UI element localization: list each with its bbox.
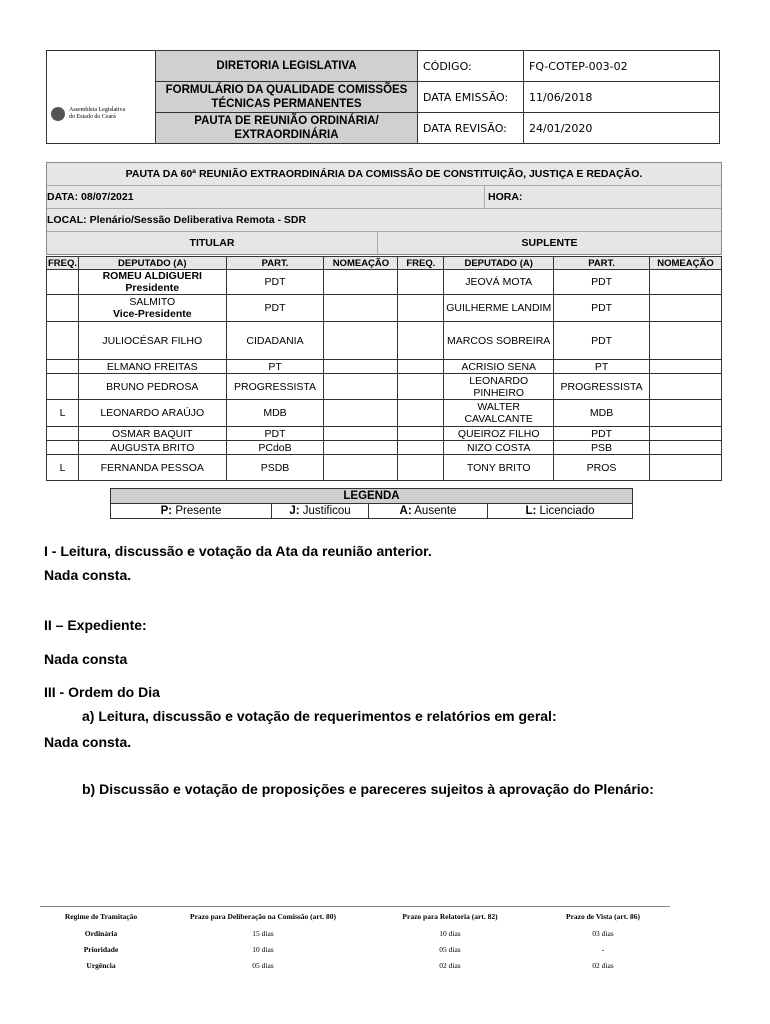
header-code-value: FQ-COTEP-003-02	[524, 51, 720, 82]
freq-cell	[47, 374, 79, 400]
col-nomeacao-suplente: NOMEAÇÃO	[650, 257, 722, 270]
freq-suplente-cell	[398, 374, 444, 400]
titular-name: ELMANO FREITAS	[78, 360, 226, 374]
deadline-cell: 10 dias	[439, 928, 461, 938]
table-row	[47, 270, 722, 295]
freq-suplente-cell	[398, 427, 444, 441]
legend-item: J: Justificou	[272, 504, 369, 519]
deadline-header: Prazo para Deliberação na Comissão (art. 80)	[189, 911, 336, 921]
section-1-text: Nada consta.	[44, 567, 132, 583]
table-row	[40, 925, 670, 941]
deadline-cell: 05 dias	[439, 944, 461, 954]
col-part: PART.	[226, 257, 324, 270]
titular-header: TITULAR	[47, 232, 378, 254]
freq-cell	[47, 441, 79, 455]
section-3a-heading: a) Leitura, discussão e votação de requerimentos e relatórios em geral:	[82, 708, 557, 724]
suplente-header: SUPLENTE	[521, 237, 578, 249]
col-deputado: DEPUTADO (A)	[78, 257, 226, 270]
pauta-date-row	[47, 186, 721, 209]
col-freq-suplente: FREQ.	[398, 257, 444, 270]
table-row	[47, 427, 722, 441]
freq-cell	[47, 270, 79, 295]
col-part-suplente: PART.	[554, 257, 650, 270]
nomeacao-suplente-cell	[650, 441, 722, 455]
deadline-cell: 05 dias	[252, 960, 274, 970]
nomeacao-suplente-cell	[650, 270, 722, 295]
pauta-hour: HORA:	[488, 191, 523, 203]
titular-party: CIDADANIA	[226, 322, 324, 360]
suplente-name: WALTER CAVALCANTE	[444, 400, 554, 427]
col-nomeacao: NOMEAÇÃO	[324, 257, 398, 270]
col-deputado-suplente: DEPUTADO (A)	[444, 257, 554, 270]
header-revision-label: DATA REVISÃO:	[418, 113, 524, 144]
table-row	[47, 295, 722, 322]
table-row	[47, 374, 722, 400]
suplente-party: PDT	[554, 270, 650, 295]
header-emission-value: 11/06/2018	[524, 82, 720, 113]
nomeacao-cell	[324, 441, 398, 455]
table-row	[47, 441, 722, 455]
freq-cell	[47, 360, 79, 374]
deadline-cell: -	[601, 944, 605, 954]
suplente-name: TONY BRITO	[444, 455, 554, 481]
section-2-text: Nada consta	[44, 651, 128, 667]
deadline-cell: Urgência	[86, 960, 116, 970]
titular-role: Vice-Presidente	[112, 308, 192, 320]
freq-cell	[47, 322, 79, 360]
freq-cell	[47, 427, 79, 441]
org-line1: Assembleia Legislativa	[69, 107, 126, 113]
deadline-cell: 03 dias	[592, 928, 614, 938]
freq-suplente-cell	[398, 270, 444, 295]
suplente-name: LEONARDO PINHEIRO	[444, 374, 554, 400]
legend-title: LEGENDA	[111, 489, 633, 504]
nomeacao-cell	[324, 322, 398, 360]
header-title-1: DIRETORIA LEGISLATIVA	[156, 51, 418, 82]
nomeacao-cell	[324, 374, 398, 400]
deadline-cell: Ordinária	[84, 928, 118, 938]
col-freq: FREQ.	[47, 257, 77, 269]
titular-party: PDT	[226, 427, 324, 441]
legend-item: P: Presente	[111, 504, 272, 519]
titular-name: LEONARDO ARAÚJO	[78, 400, 226, 427]
titular-name: JULIOCÉSAR FILHO	[78, 322, 226, 360]
nomeacao-cell	[324, 400, 398, 427]
legend-table	[110, 488, 633, 519]
deadline-cell: 02 dias	[592, 960, 614, 970]
titular-cell	[78, 270, 226, 295]
deadline-cell: Prioridade	[83, 944, 119, 954]
pauta-title: PAUTA DA 60ª REUNIÃO EXTRAORDINÁRIA DA COMISSÃO DE CONSTITUIÇÃO, JUSTIÇA E REDAÇÃO.	[47, 163, 721, 186]
section-3b-heading: b) Discussão e votação de proposições e pareceres sujeitos à aprovação do Plenário:	[82, 781, 654, 797]
nomeacao-cell	[324, 360, 398, 374]
freq-cell	[47, 295, 79, 322]
suplente-party: PSB	[554, 441, 650, 455]
titular-party: MDB	[226, 400, 324, 427]
suplente-party: PROGRESSISTA	[554, 374, 650, 400]
deadline-cell: 15 dias	[252, 928, 274, 938]
suplente-name: MARCOS SOBREIRA	[444, 322, 554, 360]
assembly-emblem-icon	[51, 107, 65, 121]
section-1-heading: I - Leitura, discussão e votação da Ata da reunião anterior.	[44, 543, 432, 559]
titular-name: FERNANDA PESSOA	[78, 455, 226, 481]
table-row	[47, 455, 722, 481]
table-row	[47, 400, 722, 427]
freq-suplente-cell	[398, 400, 444, 427]
table-row	[40, 957, 670, 973]
legend-item: L: Licenciado	[488, 504, 633, 519]
org-line2: do Estado do Ceará	[69, 114, 116, 120]
deadline-cell: 10 dias	[252, 944, 274, 954]
titular-role: Presidente	[125, 282, 180, 294]
suplente-party: PDT	[554, 295, 650, 322]
group-header-row	[47, 232, 721, 254]
titular-name: BRUNO PEDROSA	[78, 374, 226, 400]
pauta-location: LOCAL: Plenário/Sessão Deliberativa Remota - SDR	[47, 209, 721, 232]
titular-party: PROGRESSISTA	[226, 374, 324, 400]
freq-suplente-cell	[398, 441, 444, 455]
members-table	[46, 256, 722, 481]
nomeacao-cell	[324, 270, 398, 295]
titular-party: PCdoB	[226, 441, 324, 455]
titular-party: PSDB	[226, 455, 324, 481]
titular-name: OSMAR BAQUIT	[78, 427, 226, 441]
titular-party: PDT	[226, 295, 324, 322]
suplente-party: MDB	[554, 400, 650, 427]
suplente-party: PT	[554, 360, 650, 374]
titular-name: SALMITO	[129, 296, 176, 308]
nomeacao-suplente-cell	[650, 360, 722, 374]
logo-cell	[47, 51, 156, 144]
header-revision-value: 24/01/2020	[524, 113, 720, 144]
header-title-3: PAUTA DE REUNIÃO ORDINÁRIA/ EXTRAORDINÁRIA	[156, 113, 418, 144]
titular-name: AUGUSTA BRITO	[78, 441, 226, 455]
suplente-name: ACRISIO SENA	[444, 360, 554, 374]
nomeacao-suplente-cell	[650, 455, 722, 481]
section-3-heading: III - Ordem do Dia	[44, 684, 160, 700]
deadline-cell: 02 dias	[439, 960, 461, 970]
table-row	[40, 941, 670, 957]
nomeacao-cell	[324, 295, 398, 322]
freq-suplente-cell	[398, 455, 444, 481]
titular-cell	[78, 295, 226, 322]
nomeacao-suplente-cell	[650, 400, 722, 427]
deadline-header-row	[40, 907, 670, 926]
legend-item: A: Ausente	[369, 504, 488, 519]
freq-suplente-cell	[398, 322, 444, 360]
table-row	[47, 360, 722, 374]
freq-suplente-cell	[398, 295, 444, 322]
suplente-party: PROS	[554, 455, 650, 481]
table-row	[47, 322, 722, 360]
pauta-date: DATA: 08/07/2021	[47, 186, 485, 208]
freq-cell: L	[47, 400, 79, 427]
deadline-header: Prazo de Vista (art. 86)	[566, 911, 640, 921]
deadline-table	[40, 906, 670, 973]
nomeacao-cell	[324, 455, 398, 481]
suplente-party: PDT	[554, 322, 650, 360]
members-column-headers	[47, 257, 722, 270]
suplente-party: PDT	[554, 427, 650, 441]
header-emission-label: DATA EMISSÃO:	[418, 82, 524, 113]
nomeacao-suplente-cell	[650, 295, 722, 322]
header-title-2: FORMULÁRIO DA QUALIDADE COMISSÕES TÉCNICAS PERMANENTES	[156, 82, 418, 113]
suplente-name: GUILHERME LANDIM	[444, 295, 554, 322]
nomeacao-suplente-cell	[650, 374, 722, 400]
titular-name: ROMEU ALDIGUERI	[102, 270, 202, 282]
freq-cell: L	[47, 455, 79, 481]
header-code-label: CÓDIGO:	[418, 51, 524, 82]
document-header	[46, 50, 720, 144]
deadline-header: Regime de Tramitação	[64, 911, 138, 921]
section-2-heading: II – Expediente:	[44, 617, 147, 633]
titular-party: PDT	[226, 270, 324, 295]
suplente-name: QUEIROZ FILHO	[444, 427, 554, 441]
nomeacao-cell	[324, 427, 398, 441]
nomeacao-suplente-cell	[650, 322, 722, 360]
section-3a-text: Nada consta.	[44, 734, 132, 750]
deadline-header: Prazo para Relatoria (art. 82)	[402, 911, 498, 921]
titular-party: PT	[226, 360, 324, 374]
pauta-box	[46, 162, 722, 255]
suplente-name: NIZO COSTA	[444, 441, 554, 455]
freq-suplente-cell	[398, 360, 444, 374]
nomeacao-suplente-cell	[650, 427, 722, 441]
suplente-name: JEOVÁ MOTA	[444, 270, 554, 295]
